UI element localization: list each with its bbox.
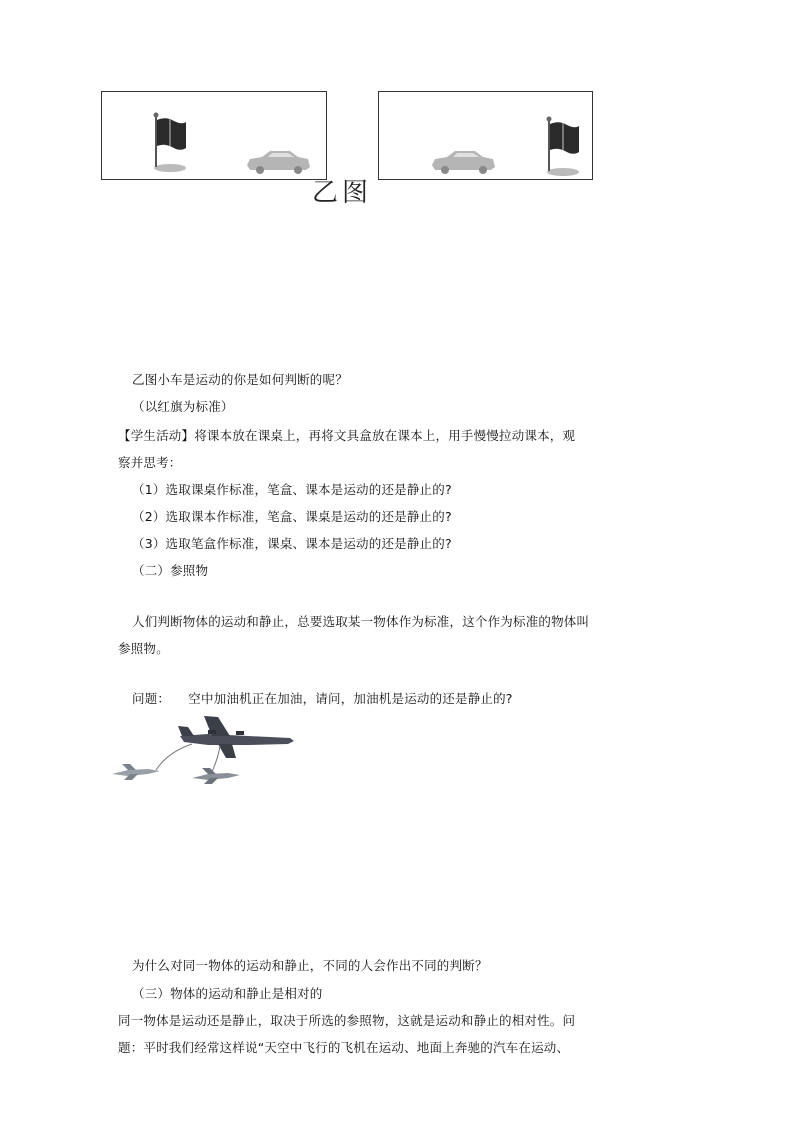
figure-panel-left: [101, 91, 327, 180]
why-question: 为什么对同一物体的运动和静止，不同的人会作出不同的判断？: [132, 958, 488, 973]
car-icon: [244, 147, 312, 175]
figure-caption: 乙图: [312, 178, 373, 208]
flag-icon: [150, 112, 194, 174]
definition-line-1: 人们判断物体的运动和静止，总要选取某一物体作为标准，这个作为标准的物体叫: [132, 614, 590, 629]
definition-line-2: 参照物。: [118, 641, 169, 656]
activity-text: 将课本放在课桌上，再将文具盒放在课本上，用手慢慢拉动课本，观: [194, 428, 576, 443]
fighter-jet-icon: [192, 768, 240, 784]
tanker-plane-icon: [178, 716, 294, 758]
relative-line-1: 同一物体是运动还是静止，取决于所选的参照物，这就是运动和静止的相对性。问: [118, 1013, 576, 1028]
question-label: 问题：: [132, 691, 171, 706]
section-heading-3: （三）物体的运动和静止是相对的: [132, 986, 323, 1001]
activity-item-3: （3）选取笔盒作标准，课桌、课本是运动的还是静止的?: [132, 536, 452, 551]
activity-line-1: [118, 428, 575, 444]
activity-item-2: （2）选取课本作标准，笔盒、课桌是运动的还是静止的?: [132, 509, 452, 524]
activity-line-2: 察并思考：: [118, 455, 182, 470]
refuel-question: [132, 691, 513, 707]
figure-panel-right: [378, 91, 593, 180]
question-text: 空中加油机正在加油，请问，加油机是运动的还是静止的?: [188, 691, 513, 706]
section-heading-2: （二）参照物: [132, 563, 209, 578]
fighter-jet-icon: [112, 764, 160, 780]
refueling-aircraft-image: [108, 714, 304, 788]
question-judge: 乙图小车是运动的你是如何判断的呢？: [132, 372, 348, 387]
flag-icon: [543, 116, 587, 178]
relative-line-2: 题：平时我们经常这样说“天空中飞行的飞机在运动、地面上奔驰的汽车在运动、: [118, 1040, 570, 1055]
car-icon: [429, 147, 497, 175]
activity-label: 【学生活动】: [118, 428, 195, 443]
standard-note: （以红旗为标准）: [132, 399, 234, 414]
activity-item-1: （1）选取课桌作标准，笔盒、课本是运动的还是静止的?: [132, 482, 452, 497]
